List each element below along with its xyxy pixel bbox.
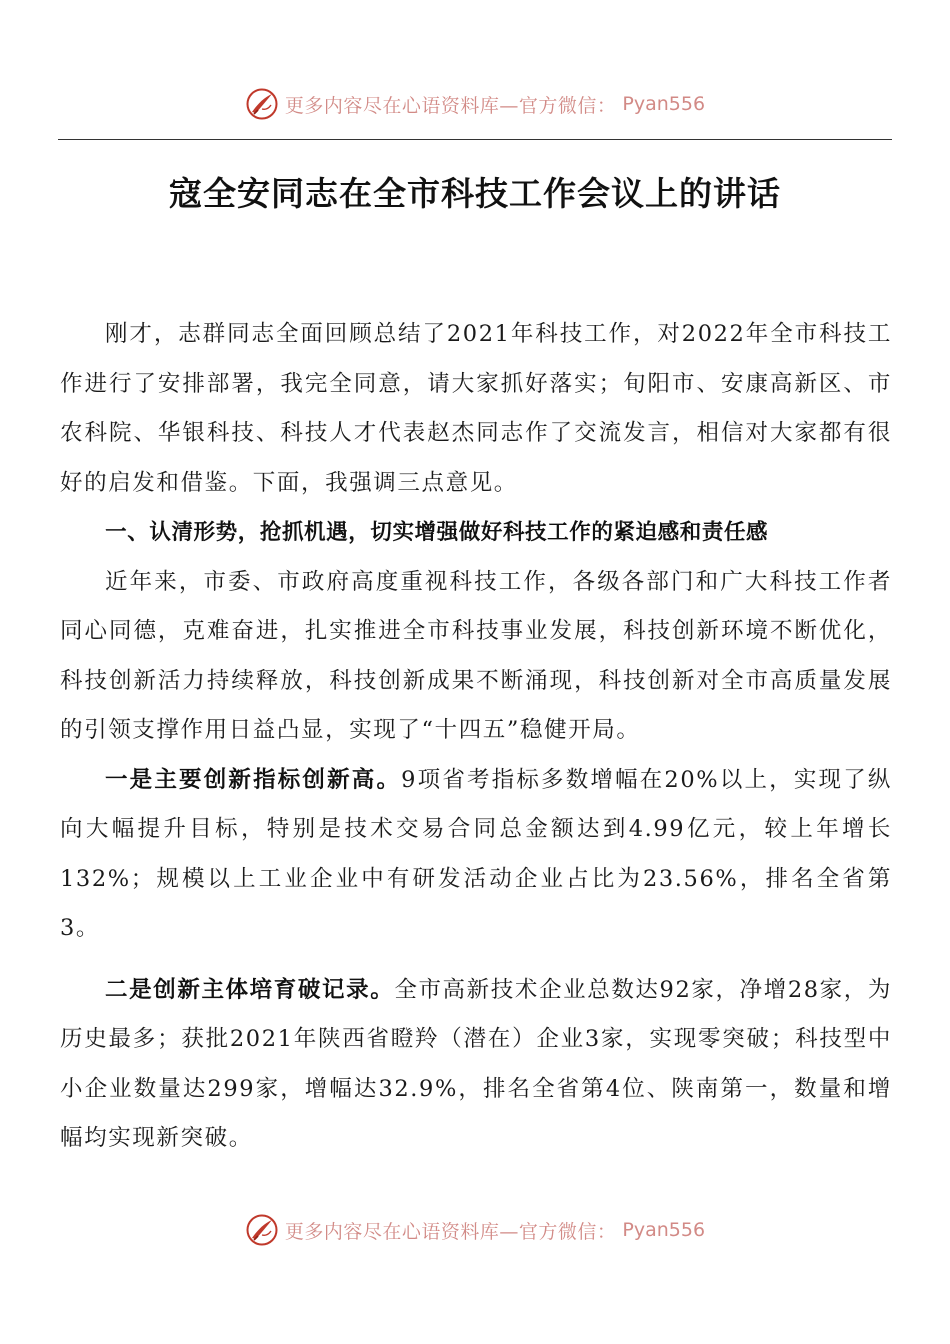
point1-paragraph: [60, 756, 892, 954]
point1-text: 9项省考指标多数增幅在20%以上，实现了纵向大幅提升目标，特别是技术交易合同总金额达到4.99亿元，较上年增长132%；规模以上工业企业中有研发活动企业占比为23.56%，排名全省第3。: [60, 766, 892, 941]
document-title: 寇全安同志在全市科技工作会议上的讲话: [169, 174, 781, 213]
section1-paragraph: 近年来，市委、市政府高度重视科技工作，各级各部门和广大科技工作者同心同德，克难奋进，扎实推进全市科技事业发展，科技创新环境不断优化，科技创新活力持续释放，科技创新成果不断涌现，科技创新对全市高质量发展的引领支撑作用日益凸显，实现了“十四五”稳健开局。: [60, 568, 892, 743]
watermark-footer: [0, 1210, 950, 1250]
header-divider: [58, 139, 892, 140]
watermark-text: 更多内容尽在心语资料库—官方微信：: [284, 94, 617, 117]
watermark-header: [0, 84, 950, 124]
paragraph-gap: [60, 954, 892, 966]
section-heading-1: 一、认清形势，抢抓机遇，切实增强做好科技工作的紧迫感和责任感: [105, 520, 769, 545]
watermark-text: 更多内容尽在心语资料库—官方微信：: [284, 1220, 617, 1243]
point2-lead: 二是创新主体培育破记录。: [105, 976, 395, 1003]
point2-paragraph: [60, 966, 892, 1164]
point2-text: 全市高新技术企业总数达92家，净增28家，为历史最多；获批2021年陕西省瞪羚（潜在）企业3家，实现零突破；科技型中小企业数量达299家，增幅达32.9%，排名全省第4位、陕南第一，数量和增幅均实现新突破。: [60, 976, 892, 1151]
pen-logo-icon: [245, 1213, 279, 1247]
point1-lead: 一是主要创新指标创新高。: [105, 766, 402, 793]
document-body: [60, 310, 892, 1164]
watermark-handle: Pyan556: [622, 1219, 706, 1241]
pen-logo-icon: [245, 87, 279, 121]
intro-paragraph: 刚才，志群同志全面回顾总结了2021年科技工作，对2022年全市科技工作进行了安排部署，我完全同意，请大家抓好落实；旬阳市、安康高新区、市农科院、华银科技、科技人才代表赵杰同志作了交流发言，相信对大家都有很好的启发和借鉴。下面，我强调三点意见。: [60, 321, 892, 496]
watermark-handle: Pyan556: [622, 93, 706, 115]
